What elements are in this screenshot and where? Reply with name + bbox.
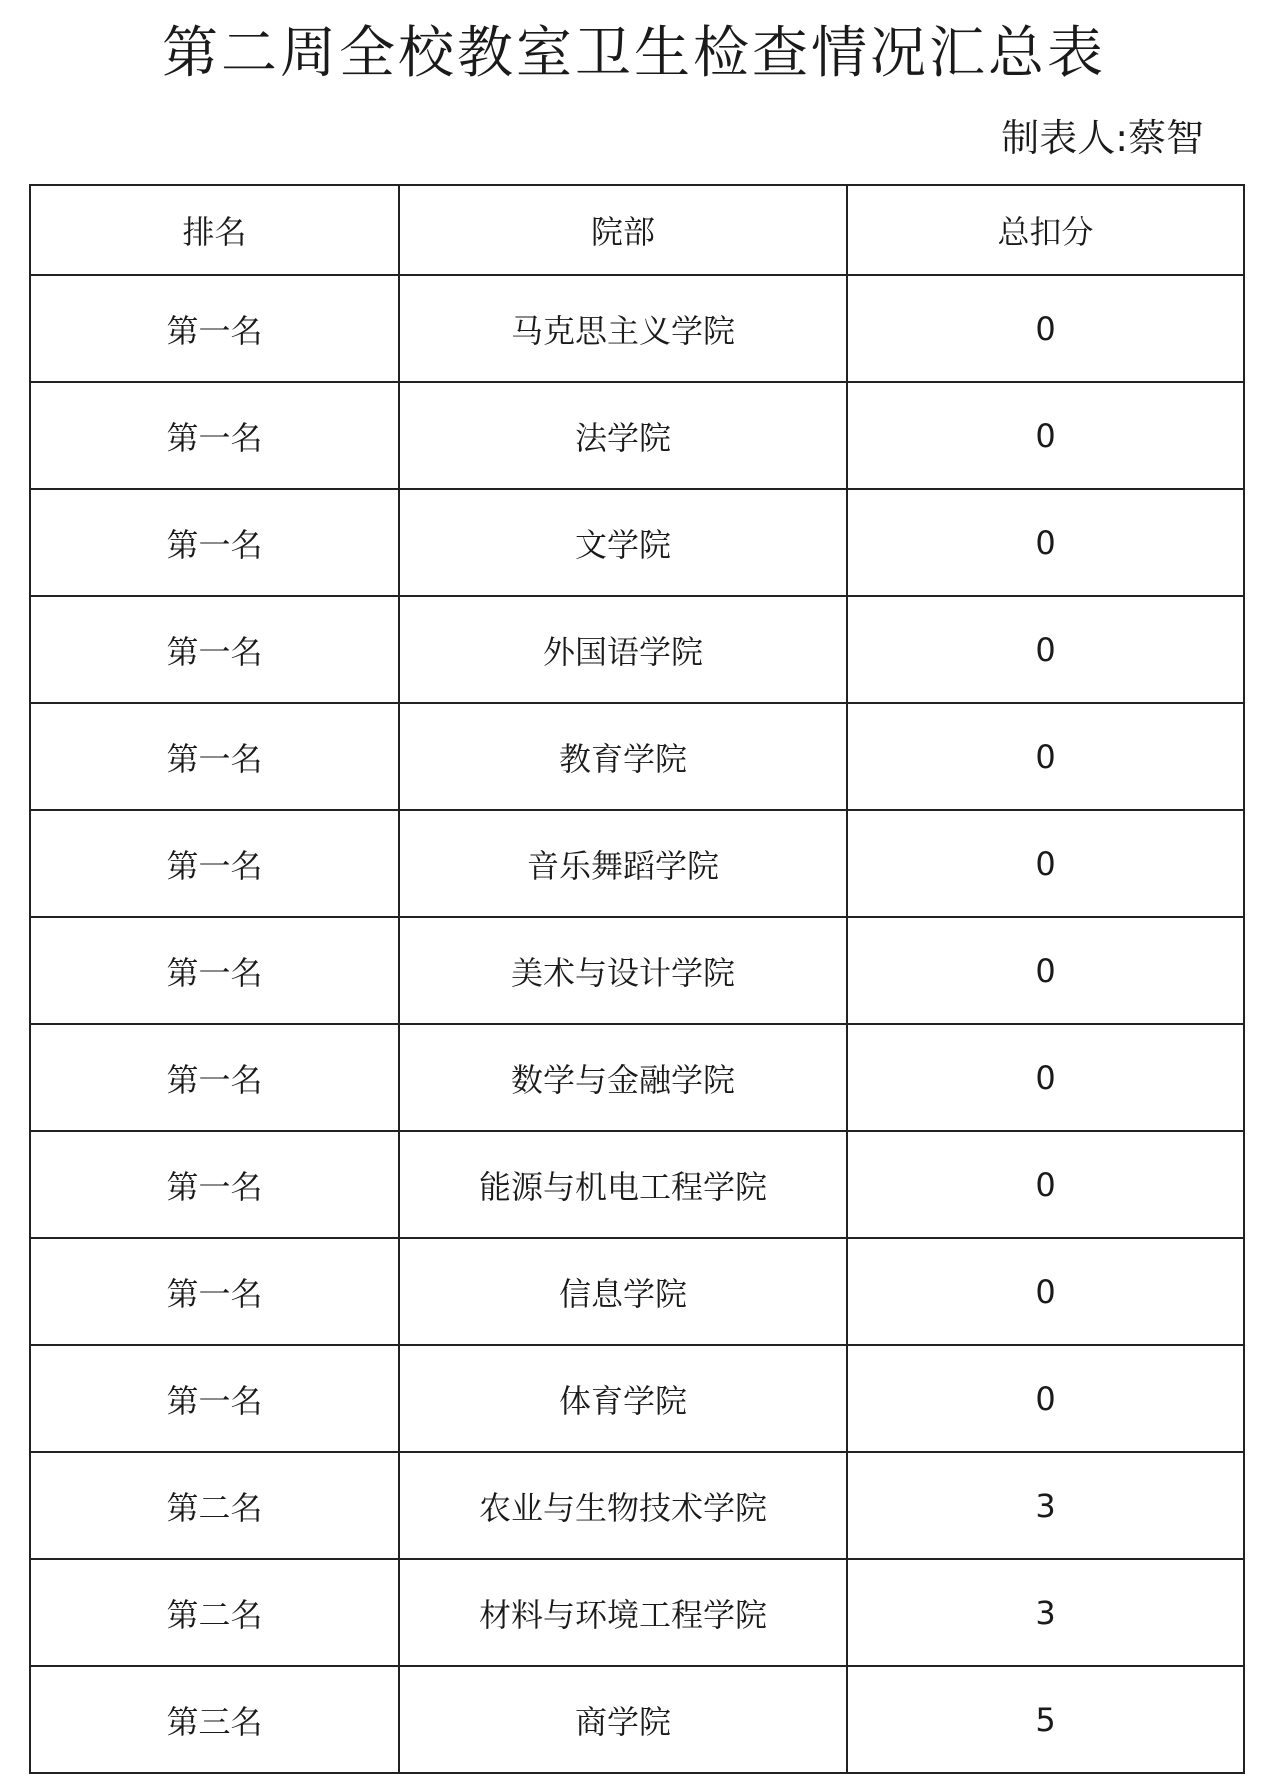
table-row (30, 382, 1244, 489)
table-row (30, 1452, 1244, 1559)
deduction-cell: 3 (847, 1452, 1244, 1559)
table-maker-label: 制表人:蔡智 (1001, 116, 1204, 160)
rank-cell: 第一名 (30, 1345, 399, 1452)
table-header (30, 185, 1244, 275)
rank-cell: 第三名 (30, 1666, 399, 1773)
column-header-department: 院部 (399, 185, 847, 275)
department-cell: 信息学院 (399, 1238, 847, 1345)
rank-cell: 第一名 (30, 703, 399, 810)
rank-cell: 第一名 (30, 1131, 399, 1238)
department-cell: 音乐舞蹈学院 (399, 810, 847, 917)
rank-cell: 第一名 (30, 275, 399, 382)
rank-cell: 第一名 (30, 917, 399, 1024)
deduction-cell: 3 (847, 1559, 1244, 1666)
rank-cell: 第一名 (30, 382, 399, 489)
department-cell: 材料与环境工程学院 (399, 1559, 847, 1666)
deduction-cell: 0 (847, 1131, 1244, 1238)
table-row (30, 596, 1244, 703)
deduction-cell: 0 (847, 275, 1244, 382)
rank-cell: 第一名 (30, 1024, 399, 1131)
table-row (30, 1666, 1244, 1773)
department-cell: 数学与金融学院 (399, 1024, 847, 1131)
deduction-cell: 0 (847, 703, 1244, 810)
rank-cell: 第二名 (30, 1559, 399, 1666)
rank-cell: 第一名 (30, 489, 399, 596)
deduction-cell: 0 (847, 917, 1244, 1024)
department-cell: 外国语学院 (399, 596, 847, 703)
deduction-cell: 0 (847, 1238, 1244, 1345)
rank-cell: 第二名 (30, 1452, 399, 1559)
department-cell: 体育学院 (399, 1345, 847, 1452)
rank-cell: 第一名 (30, 810, 399, 917)
deduction-cell: 0 (847, 810, 1244, 917)
table-row (30, 1131, 1244, 1238)
department-cell: 马克思主义学院 (399, 275, 847, 382)
department-cell: 农业与生物技术学院 (399, 1452, 847, 1559)
rank-cell: 第一名 (30, 596, 399, 703)
deduction-cell: 0 (847, 1345, 1244, 1452)
rank-cell: 第一名 (30, 1238, 399, 1345)
column-header-deduction: 总扣分 (847, 185, 1244, 275)
header-row (30, 185, 1244, 275)
deduction-cell: 0 (847, 382, 1244, 489)
table-row (30, 1238, 1244, 1345)
department-cell: 商学院 (399, 1666, 847, 1773)
table-row (30, 1559, 1244, 1666)
summary-table (29, 184, 1245, 1774)
deduction-cell: 0 (847, 596, 1244, 703)
table-row (30, 1024, 1244, 1131)
table-row (30, 917, 1244, 1024)
deduction-cell: 0 (847, 489, 1244, 596)
page-title: 第二周全校教室卫生检查情况汇总表 (162, 21, 1106, 86)
table-row (30, 810, 1244, 917)
deduction-cell: 0 (847, 1024, 1244, 1131)
table-body (30, 275, 1244, 1773)
table-row (30, 275, 1244, 382)
table-row (30, 703, 1244, 810)
table-row (30, 489, 1244, 596)
department-cell: 美术与设计学院 (399, 917, 847, 1024)
department-cell: 文学院 (399, 489, 847, 596)
column-header-rank: 排名 (30, 185, 399, 275)
department-cell: 教育学院 (399, 703, 847, 810)
department-cell: 法学院 (399, 382, 847, 489)
table-row (30, 1345, 1244, 1452)
deduction-cell: 5 (847, 1666, 1244, 1773)
department-cell: 能源与机电工程学院 (399, 1131, 847, 1238)
